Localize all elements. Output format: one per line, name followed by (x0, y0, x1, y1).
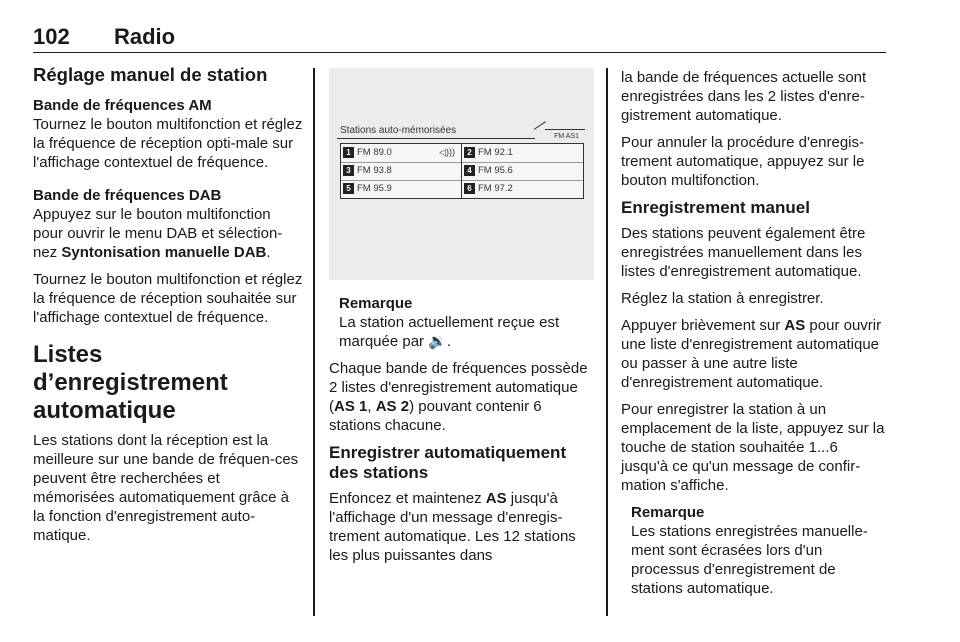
paragraph-continued: la bande de fréquences actuelle sont enregistrées dans les 2 listes d'enre-gistrement automatique. (621, 69, 867, 124)
autostore-lists-heading: Listes d’enregistrement automatique (33, 341, 228, 424)
am-paragraph: Tournez le bouton multifonction et réglez la fréquence de réception opti-male sur l'affichage contextuel de fréquence. (33, 116, 303, 171)
autostore-screen-figure (329, 68, 594, 280)
note-title: Remarque (631, 504, 705, 521)
page-number: 102 (33, 24, 70, 49)
note-text: Les stations enregistrées manuelle-ment sont écrasées lors d'un processus d'enregistrement de stations automatique. (631, 523, 868, 597)
station-button-2[interactable]: 2 FM 92.1 (462, 144, 583, 162)
column-right (621, 68, 887, 606)
note-block (631, 503, 887, 598)
manual-store-paragraph: Des stations peuvent également être enregistrées manuellement dans les listes d'enregistrement automatique. (621, 225, 866, 280)
station-button-6[interactable]: 6 FM 97.2 (462, 180, 583, 198)
auto-store-paragraph: Enfoncez et maintenez AS jusqu'à l'affichage d'un message d'enregis-trement automatique. Les 12 stations les plus puissantes dans (329, 490, 576, 564)
dab-subheading: Bande de fréquences DAB (33, 187, 222, 204)
station-button-4[interactable]: 4 FM 95.6 (462, 162, 583, 180)
speaker-icon: ◁))) (439, 147, 455, 157)
dab-paragraph-2: Tournez le bouton multifonction et réglez la fréquence de réception souhaitée sur l'affichage contextuel de fréquence. (33, 271, 303, 326)
note-title: Remarque (339, 295, 413, 312)
dab-menu-item: Syntonisation manuelle DAB (61, 244, 267, 261)
station-button-3[interactable]: 3 FM 93.8 (341, 162, 462, 180)
cancel-paragraph: Pour annuler la procédure d'enregis-trement automatique, appuyez sur le bouton multifonction. (621, 134, 865, 189)
manual-tuning-heading: Réglage manuel de station (33, 64, 268, 85)
note-text: La station actuellement reçue est marquée par 🔉. (339, 314, 560, 350)
column-middle (329, 68, 594, 573)
station-button-1[interactable]: 1 FM 89.0 ◁))) (341, 144, 462, 162)
screen-list-tag: FM AS1 (554, 133, 579, 140)
am-subheading: Bande de fréquences AM (33, 97, 212, 114)
column-left (33, 64, 303, 553)
as-button-label: AS (485, 490, 507, 507)
tune-station-paragraph: Réglez la station à enregistrer. (621, 290, 824, 307)
screen-title: Stations auto-mémorisées (340, 125, 457, 136)
as-button-label: AS (784, 317, 806, 334)
autostore-lists-paragraph: Les stations dont la réception est la meilleure sur une bande de fréquen-ces peuvent être recherchées et mémorisées automatiquement grâce à la fonction d'enregistrement auto-matique. (33, 432, 299, 544)
dab-paragraph: Appuyez sur le bouton multifonction pour ouvrir le menu DAB et sélection-nez Syntonisation manuelle DAB. (33, 206, 283, 261)
page-header (33, 20, 886, 53)
station-button-5[interactable]: 5 FM 95.9 (341, 180, 462, 198)
lists-paragraph: Chaque bande de fréquences possède 2 listes d'enregistrement automatique (AS 1, AS 2) pouvant contenir 6 stations chacune. (329, 360, 588, 434)
note-block (339, 294, 594, 351)
auto-store-heading: Enregistrer automatiquement des stations (329, 443, 567, 482)
radio-display (337, 123, 585, 203)
store-location-paragraph: Pour enregistrer la station à un emplacement de la liste, appuyez sur la touche de station souhaitée 1...6 jusqu'à ce qu'un message de confir-mation s'affiche. (621, 401, 885, 494)
column-divider (313, 68, 315, 616)
station-grid (340, 143, 584, 199)
section-title: Radio (114, 24, 176, 49)
column-divider (606, 68, 608, 616)
manual-store-heading: Enregistrement manuel (621, 198, 810, 217)
press-as-paragraph: Appuyer brièvement sur AS pour ouvrir une liste d'enregistrement automatique ou passer à une autre liste d'enregistrement automatique. (621, 317, 882, 391)
